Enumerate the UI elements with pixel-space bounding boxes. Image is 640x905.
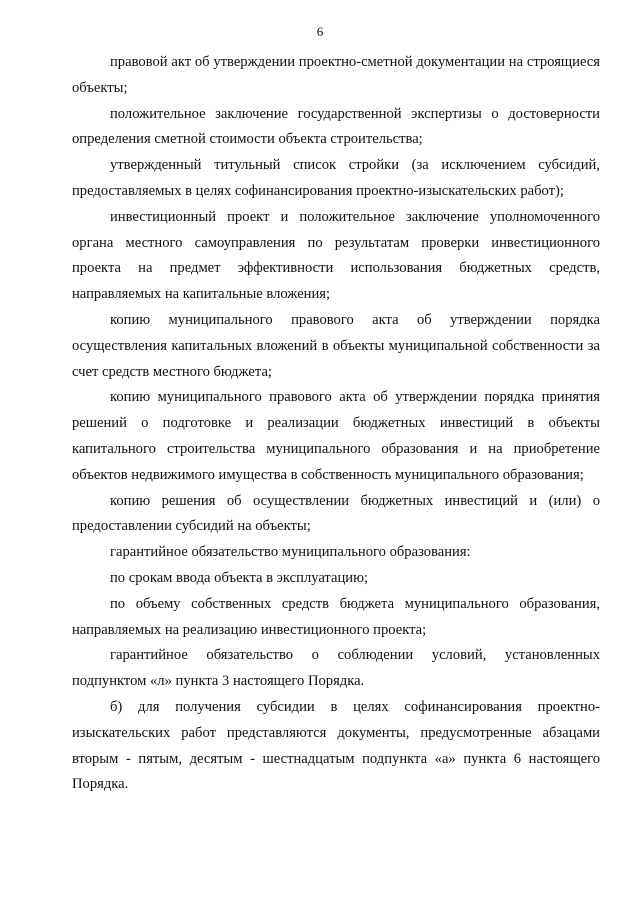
paragraph: копию муниципального правового акта об утверждении порядка принятия решений о подготовке и реализации бюджетных инвестиций в объекты капитального строительства муниципального образования и на приобретение объектов недвижимого имущества в собственность муниципального образования; [72, 389, 600, 483]
paragraph: положительное заключение государственной экспертизы о достоверности определения сметной стоимости объекта строительства; [72, 105, 600, 148]
paragraph: инвестиционный проект и положительное заключение уполномоченного органа местного самоуправления по результатам проверки инвестиционного проекта на предмет эффективности использования бюджетных средств, направляемых на капитальные вложения; [72, 208, 600, 303]
page-number: 6 [316, 24, 324, 39]
paragraph: по срокам ввода объекта в эксплуатацию; [110, 569, 369, 586]
paragraph: по объему собственных средств бюджета муниципального образования, направляемых на реализацию инвестиционного проекта; [72, 595, 600, 638]
paragraph: гарантийное обязательство о соблюдении условий, установленных подпунктом «л» пункта 3 настоящего Порядка. [72, 647, 600, 690]
paragraph: копию решения об осуществлении бюджетных инвестиций и (или) о предоставлении субсидий на объекты; [72, 492, 600, 535]
document-body [72, 50, 600, 798]
paragraph: копию муниципального правового акта об утверждении порядка осуществления капитальных вложений в объекты муниципальной собственности за счет средств местного бюджета; [72, 311, 600, 380]
paragraph: гарантийное обязательство муниципального образования: [110, 544, 471, 561]
paragraph: правовой акт об утверждении проектно-сметной документации на строящиеся объекты; [72, 54, 600, 96]
paragraph: б) для получения субсидии в целях софинансирования проектно-изыскательских работ представляются документы, предусмотренные абзацами вторым - пятым, десятым - шестнадцатым подпункта «а» пункта 6 настоящего Порядка. [72, 698, 600, 793]
paragraph: утвержденный титульный список стройки (за исключением субсидий, предоставляемых в целях софинансирования проектно-изыскательских работ); [72, 157, 600, 199]
